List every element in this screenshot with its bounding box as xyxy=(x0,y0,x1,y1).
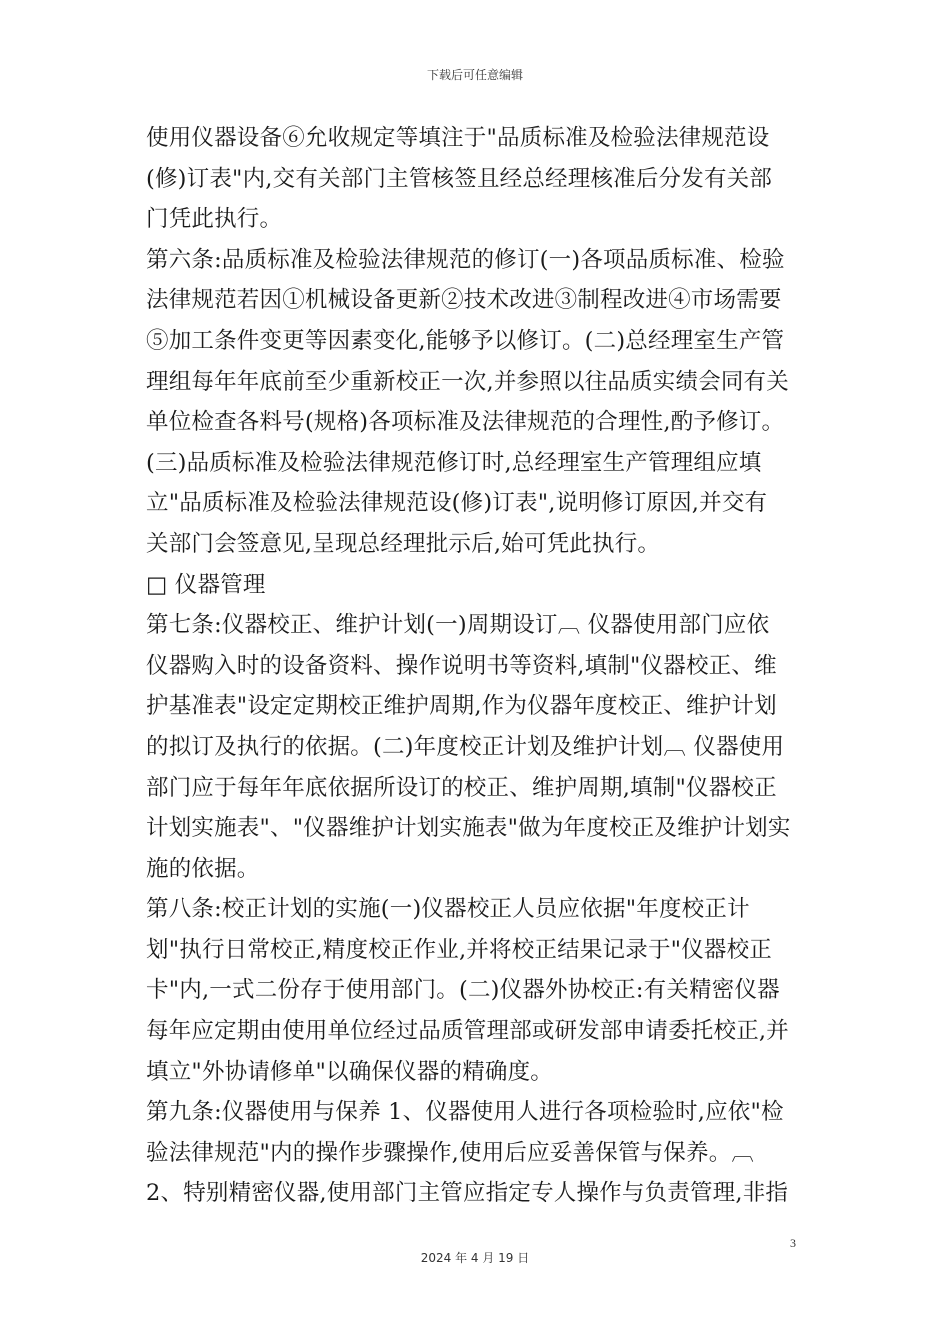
text-line: 门凭此执行。 xyxy=(146,206,283,233)
text-line: 的拟订及执行的依据。(二)年度校正计划及维护计划︹ 仪器使用 xyxy=(146,733,785,760)
text-line: 施的依据。 xyxy=(146,855,260,882)
text-line: 仪器购入时的设备资料、操作说明书等资料,填制"仪器校正、维 xyxy=(146,652,777,679)
text-line: 2、特别精密仪器,使用部门主管应指定专人操作与负责管理,非指 xyxy=(146,1180,789,1207)
text-line: 护基准表"设定定期校正维护周期,作为仪器年度校正、维护计划 xyxy=(146,693,777,720)
text-line: 单位检查各料号(规格)各项标准及法律规范的合理性,酌予修订。 xyxy=(146,409,785,436)
text-line: 第九条:仪器使用与保养 1、仪器使用人进行各项检验时,应依"检 xyxy=(146,1099,784,1126)
text-line: 每年应定期由使用单位经过品质管理部或研发部申请委托校正,并 xyxy=(146,1018,789,1045)
text-line: 关部门会签意见,呈现总经理批示后,始可凭此执行。 xyxy=(146,530,661,557)
text-line: 第六条:品质标准及检验法律规范的修订(一)各项品质标准、检验 xyxy=(146,246,785,273)
page-number: 3 xyxy=(790,1236,796,1250)
text-line: 验法律规范"内的操作步骤操作,使用后应妥善保管与保养。︹ xyxy=(146,1139,755,1166)
text-line: 使用仪器设备⑥允收规定等填注于"品质标准及检验法律规范设 xyxy=(146,125,770,151)
text-line: (三)品质标准及检验法律规范修订时,总经理室生产管理组应填 xyxy=(146,449,762,476)
text-line: 卡"内,一式二份存于使用部门。(二)仪器外协校正:有关精密仪器 xyxy=(146,977,780,1004)
document-body xyxy=(146,118,812,1214)
text-line: 计划实施表"、"仪器维护计划实施表"做为年度校正及维护计划实 xyxy=(146,815,791,842)
text-line: 法律规范若因①机械设备更新②技术改进③制程改进④市场需要 xyxy=(146,287,782,314)
text-line: 立"品质标准及检验法律规范设(修)订表",说明修订原因,并交有 xyxy=(146,490,768,517)
text-line: 划"执行日常校正,精度校正作业,并将校正结果记录于"仪器校正 xyxy=(146,936,773,963)
text-line: 第八条:校正计划的实施(一)仪器校正人员应依据"年度校正计 xyxy=(146,896,750,923)
footer-date: 2024 年 4 月 19 日 xyxy=(420,1251,530,1265)
text-line: (修)订表"内,交有关部门主管核签且经总经理核准后分发有关部 xyxy=(146,165,773,192)
text-line: 第七条:仪器校正、维护计划(一)周期设订︹ 仪器使用部门应依 xyxy=(146,612,770,639)
text-line: 填立"外协请修单"以确保仪器的精确度。 xyxy=(146,1058,553,1085)
text-line: ⑤加工条件变更等因素变化,能够予以修订。(二)总经理室生产管 xyxy=(146,327,785,354)
text-line: 理组每年年底前至少重新校正一次,并参照以往品质实绩会同有关 xyxy=(146,368,789,395)
page-header: 下载后可任意编辑 xyxy=(426,68,523,82)
text-line: 部门应于每年年底依据所设订的校正、维护周期,填制"仪器校正 xyxy=(146,774,777,801)
section-heading: □ 仪器管理 xyxy=(146,571,266,598)
